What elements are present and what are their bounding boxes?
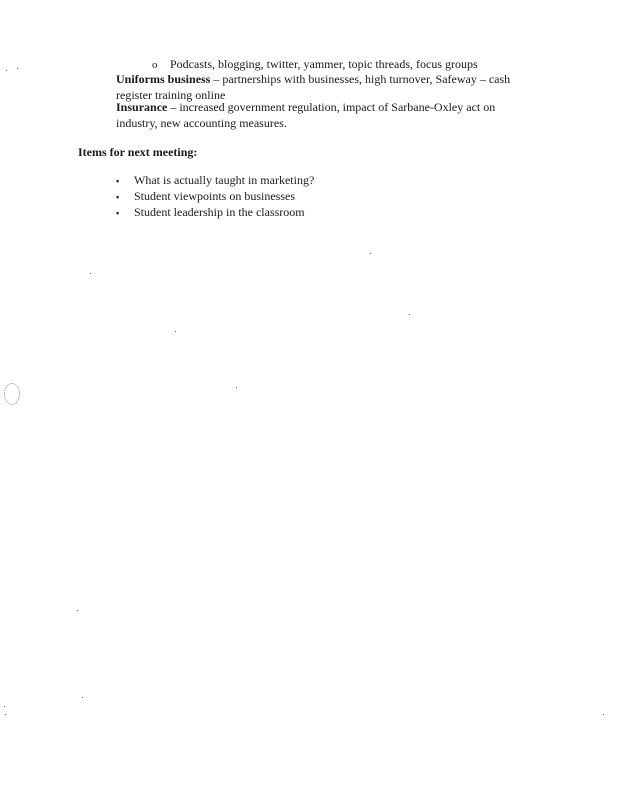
bullet-icon: ▪ — [116, 192, 120, 202]
topic-insurance-label: Insurance — [116, 100, 168, 114]
scan-speck — [603, 714, 604, 715]
list-item-text: What is actually taught in marketing? — [134, 173, 315, 187]
sub-bullet-marker: o — [152, 59, 158, 71]
next-meeting-heading: Items for next meeting: — [78, 145, 198, 159]
scan-speck — [82, 697, 83, 698]
list-item — [116, 188, 314, 204]
sub-bullet-text: Podcasts, blogging, twitter, yammer, topic threads, focus groups — [170, 57, 478, 71]
topic-insurance — [116, 99, 536, 131]
list-item-text: Student leadership in the classroom — [134, 205, 305, 219]
topic-insurance-text: – increased government regulation, impact of Sarbane-Oxley act on industry, new accounting measures. — [116, 100, 496, 130]
topic-uniforms-text: – partnerships with businesses, high turnover, Safeway – cash register training online — [116, 72, 511, 102]
scan-speck — [77, 610, 78, 611]
scan-speck — [17, 68, 18, 69]
scan-speck — [90, 273, 91, 274]
scan-speck — [175, 331, 176, 332]
next-meeting-list — [116, 172, 314, 220]
bullet-icon: ▪ — [116, 176, 120, 186]
scan-speck — [4, 706, 5, 707]
list-item — [116, 204, 314, 220]
topic-uniforms-label: Uniforms business — [116, 72, 211, 86]
punch-hole-mark — [4, 383, 20, 405]
bullet-icon: ▪ — [116, 208, 120, 218]
scan-speck — [6, 70, 7, 71]
scan-speck — [236, 387, 237, 388]
list-item — [116, 172, 314, 188]
scan-speck — [5, 714, 6, 715]
list-item-text: Student viewpoints on businesses — [134, 189, 295, 203]
scan-speck — [370, 253, 371, 254]
scan-speck — [409, 314, 410, 315]
